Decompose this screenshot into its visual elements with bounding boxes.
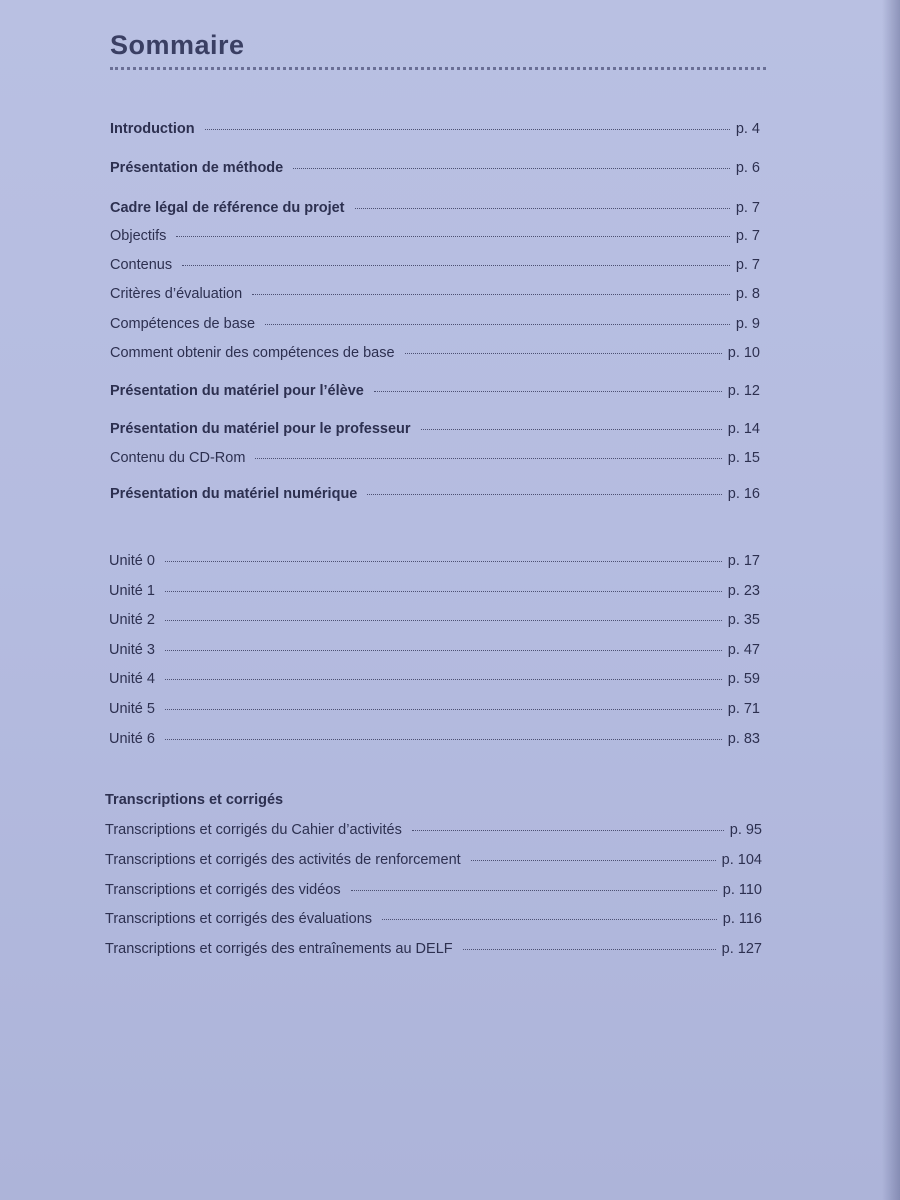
toc-entry-page: p. 7	[735, 228, 760, 244]
toc-entry-label: Comment obtenir des compétences de base	[110, 345, 395, 361]
toc-entry-label: Unité 4	[109, 671, 155, 687]
toc-entry-label: Unité 2	[109, 612, 155, 628]
toc-entry-label: Contenu du CD-Rom	[110, 450, 246, 466]
dot-leader	[165, 679, 722, 680]
toc-entry-page: p. 8	[735, 286, 760, 302]
toc-entry-label: Présentation du matériel numérique	[110, 486, 358, 502]
toc-entry-page: p. 35	[727, 612, 760, 628]
toc-entry-label: Contenus	[110, 257, 173, 273]
dot-leader	[374, 391, 722, 392]
toc-entry-label: Cadre légal de référence du projet	[110, 200, 345, 216]
dot-leader	[205, 129, 730, 130]
toc-entry	[110, 286, 760, 308]
dot-leader	[255, 458, 721, 459]
toc-entry-page: p. 127	[721, 941, 762, 957]
dot-leader	[351, 890, 717, 891]
transcriptions-heading: Transcriptions et corrigés	[105, 792, 284, 808]
toc-entry-page: p. 95	[729, 822, 762, 838]
toc-entry-label: Transcriptions et corrigés du Cahier d’activités	[105, 822, 402, 838]
toc-entry-label: Présentation du matériel pour le professeur	[110, 421, 411, 437]
dot-leader	[367, 494, 721, 495]
toc-entry-page: p. 16	[727, 486, 760, 502]
toc-entry	[109, 612, 760, 634]
toc-entry	[110, 450, 760, 472]
title-dotted-rule	[110, 67, 766, 70]
dot-leader	[182, 265, 730, 266]
toc-entry-label: Unité 5	[109, 701, 155, 717]
toc-entry	[110, 345, 760, 367]
toc-entry-page: p. 59	[727, 671, 760, 687]
dot-leader	[165, 620, 722, 621]
dot-leader	[405, 353, 722, 354]
dot-leader	[252, 294, 730, 295]
toc-entry	[110, 421, 760, 443]
toc-entry	[105, 822, 762, 844]
dot-leader	[412, 830, 724, 831]
toc-entry-label: Compétences de base	[110, 316, 256, 332]
toc-entry-label: Objectifs	[110, 228, 167, 244]
toc-entry	[110, 383, 760, 405]
toc-entry-label: Unité 0	[109, 553, 155, 569]
toc-entry-label: Présentation du matériel pour l’élève	[110, 383, 364, 399]
toc-entry	[109, 701, 760, 723]
dot-leader	[165, 709, 722, 710]
toc-entry	[110, 257, 760, 279]
dot-leader	[463, 949, 716, 950]
toc-entry	[109, 642, 760, 664]
toc-entry	[109, 731, 760, 753]
toc-entry-page: p. 23	[727, 583, 760, 599]
toc-entry-label: Unité 1	[109, 583, 155, 599]
dot-leader	[421, 429, 722, 430]
toc-entry	[110, 228, 760, 250]
toc-entry-page: p. 17	[727, 553, 760, 569]
dot-leader	[355, 208, 730, 209]
toc-entry	[110, 316, 760, 338]
dot-leader	[165, 591, 722, 592]
dot-leader	[176, 236, 729, 237]
dot-leader	[165, 650, 722, 651]
toc-entry-page: p. 83	[727, 731, 760, 747]
toc-entry-page: p. 4	[735, 121, 760, 137]
dot-leader	[165, 739, 722, 740]
toc-entry	[105, 941, 762, 963]
toc-entry	[109, 671, 760, 693]
toc-entry	[109, 553, 760, 575]
dot-leader	[165, 561, 722, 562]
toc-entry-page: p. 9	[735, 316, 760, 332]
toc-entry	[110, 121, 760, 143]
toc-entry-page: p. 47	[727, 642, 760, 658]
toc-entry	[105, 911, 762, 933]
toc-entry-label: Critères d’évaluation	[110, 286, 243, 302]
toc-entry-label: Transcriptions et corrigés des entraînements au DELF	[105, 941, 453, 957]
toc-entry-page: p. 12	[727, 383, 760, 399]
toc-entry-label: Transcriptions et corrigés des vidéos	[105, 882, 341, 898]
toc-entry-label: Introduction	[110, 121, 195, 137]
dot-leader	[293, 168, 730, 169]
toc-entry-page: p. 10	[727, 345, 760, 361]
toc-entry-label: Transcriptions et corrigés des évaluations	[105, 911, 373, 927]
toc-entry	[110, 200, 760, 222]
page-edge-shadow	[882, 0, 900, 1200]
toc-entry-page: p. 104	[721, 852, 762, 868]
toc-entry-page: p. 7	[735, 200, 760, 216]
toc-entry-page: p. 71	[727, 701, 760, 717]
toc-entry-page: p. 116	[722, 911, 762, 927]
toc-entry-label: Unité 3	[109, 642, 155, 658]
toc-entry-page: p. 6	[735, 160, 760, 176]
toc-entry	[109, 583, 760, 605]
toc-entry-label: Présentation de méthode	[110, 160, 284, 176]
dot-leader	[471, 860, 716, 861]
dot-leader	[382, 919, 717, 920]
toc-entry	[105, 852, 762, 874]
dot-leader	[265, 324, 730, 325]
toc-entry-page: p. 7	[735, 257, 760, 273]
toc-entry-page: p. 14	[727, 421, 760, 437]
toc-entry	[105, 882, 762, 904]
toc-entry-page: p. 15	[727, 450, 760, 466]
toc-entry-label: Unité 6	[109, 731, 155, 747]
page-title: Sommaire	[110, 30, 245, 60]
toc-entry	[110, 486, 760, 508]
toc-entry-page: p. 110	[722, 882, 762, 898]
toc-entry	[110, 160, 760, 182]
toc-entry-label: Transcriptions et corrigés des activités de renforcement	[105, 852, 461, 868]
